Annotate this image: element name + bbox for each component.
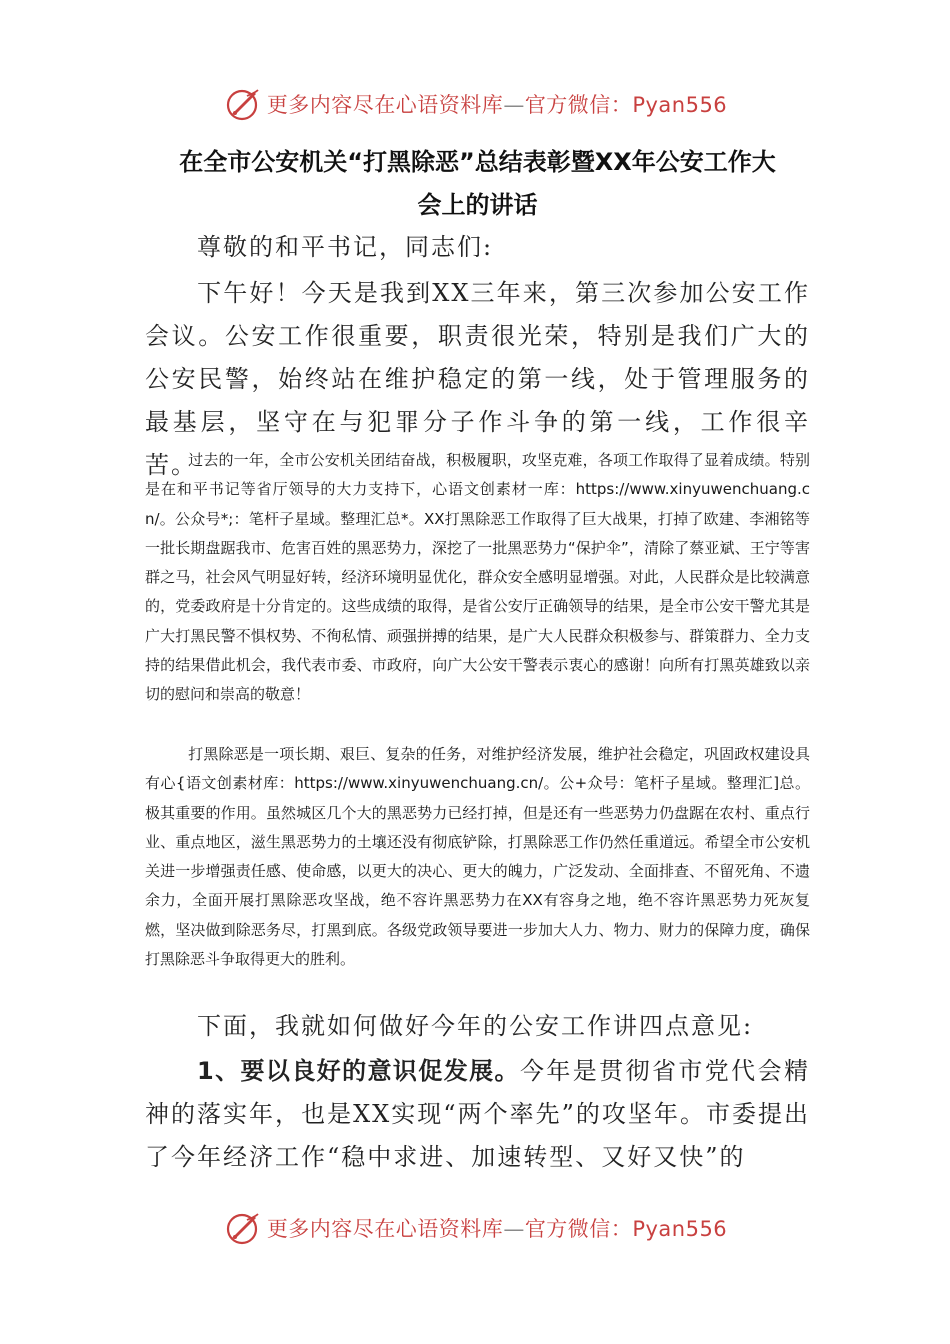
point-one-paragraph: 1、要以良好的意识促发展。今年是贯彻省市党代会精神的落实年，也是XX实现“两个率先”的攻坚年。市委提出了今年经济工作“稳中求进、加速转型、又好又快”的 <box>145 1057 810 1171</box>
achievements-paragraph: 过去的一年，全市公安机关团结奋战，积极履职，攻坚克难，各项工作取得了显着成绩。特别是在和平书记等省厅领导的大力支持下，心语文创素材一库：https://www.xinyuwenchuang.cn/。公众号*;：笔杆子星域。整理汇总*。XX打黑除恶工作取得了巨大战果，打掉了欧建、李湘铭等一批长期盘踞我市、危害百姓的黑恶势力，深挖了一批黑恶势力“保护伞”，清除了蔡亚斌、王宁等害群之马，社会风气明显好转，经济环境明显优化，群众安全感明显增强。对此，人民群众是比较满意的，党委政府是十分肯定的。这些成绩的取得，是省公安厅正确领导的结果，是全市公安干警尤其是广大打黑民警不惧权势、不徇私情、顽强拼搏的结果，是广大人民群众积极参与、群策群力、全力支持的结果借此机会，我代表市委、市政府，向广大公安干警表示衷心的感谢！向所有打黑英雄致以亲切的慰问和崇高的敬意！ <box>145 451 810 704</box>
quill-logo-icon <box>223 1208 263 1248</box>
document-title-line-1: 在全市公安机关“打黑除恶”总结表彰暨XX年公安工作大 <box>179 148 776 176</box>
point-one-heading: 1、要以良好的意识促发展。 <box>197 1057 520 1085</box>
footer-banner <box>0 1208 950 1248</box>
greeting-paragraph: 尊敬的和平书记，同志们: <box>197 233 494 261</box>
document-title-line-2: 会上的讲话 <box>417 191 538 219</box>
banner-text: 更多内容尽在心语资料库—官方微信：Pyan556 <box>266 1217 728 1241</box>
crackdown-paragraph: 打黑除恶是一项长期、艰巨、复杂的任务，对维护经济发展，维护社会稳定，巩固政权建设具有心{语文创素材库：https://www.xinyuwenchuang.cn/。公+众号：笔杆子星域。整理汇]总。极其重要的作用。虽然城区几个大的黑恶势力已经打掉，但是还有一些恶势力仍盘踞在农村、重点行业、重点地区，滋生黑恶势力的土壤还没有彻底铲除，打黑除恶工作仍然任重道远。希望全市公安机关进一步增强责任感、使命感，以更大的决心、更大的魄力，广泛发动、全面排查、不留死角、不遗余力，全面开展打黑除恶攻坚战，绝不容许黑恶势力在XX有容身之地，绝不容许黑恶势力死灰复燃，坚决做到除恶务尽，打黑到底。各级党政领导要进一步加大人力、物力、财力的保障力度，确保打黑除恶斗争取得更大的胜利。 <box>145 745 810 969</box>
transition-paragraph: 下面，我就如何做好今年的公安工作讲四点意见: <box>197 1012 754 1040</box>
header-banner <box>0 84 950 124</box>
banner-text: 更多内容尽在心语资料库—官方微信：Pyan556 <box>266 93 728 117</box>
opening-paragraph: 下午好！今天是我到XX三年来，第三次参加公安工作会议。公安工作很重要，职责很光荣，特别是我们广大的公安民警，始终站在维护稳定的第一线，处于管理服务的最基层，坚守在与犯罪分子作斗争的第一线，工作很辛苦。 <box>145 279 810 479</box>
quill-logo-icon <box>223 84 263 124</box>
